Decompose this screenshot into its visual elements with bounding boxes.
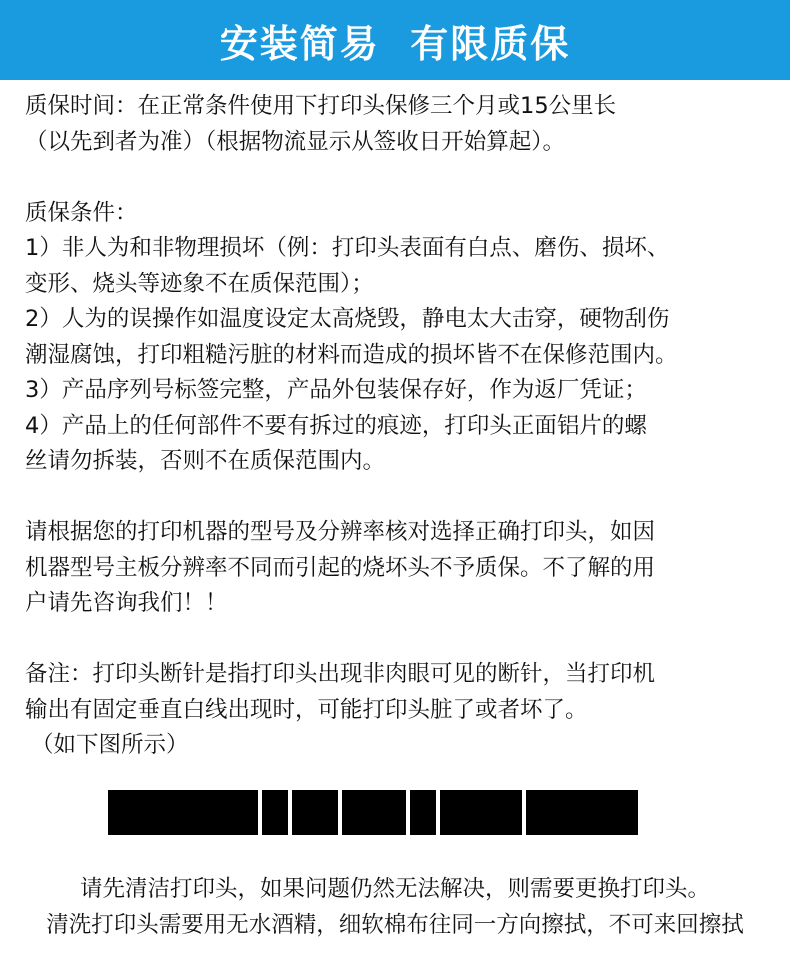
remark-line: 备注：打印头断针是指打印头出现非肉眼可见的断针，当打印机	[25, 661, 656, 687]
condition-line: 2）人为的误操作如温度设定太高烧毁，静电太大击穿，硬物刮伤	[25, 306, 670, 332]
figure-hint: （如下图所示）	[31, 732, 189, 758]
banner-title: 安装简易 有限质保	[219, 21, 571, 66]
cleaning-advice: 请先清洁打印头，如果问题仍然无法解决，则需要更换打印头。	[79, 876, 710, 902]
condition-line: 潮湿腐蚀，打印粗糙污脏的材料而造成的损坏皆不在保修范围内。	[25, 341, 678, 368]
print-block	[410, 790, 436, 835]
warranty-period-section	[25, 89, 785, 160]
model-notice-line: 机器型号主板分辨率不同而引起的烧坏头不予质保。不了解的用	[25, 554, 656, 581]
condition-line: 4）产品上的任何部件不要有拆过的痕迹，打印头正面铝片的螺	[25, 412, 647, 439]
conditions-heading: 质保条件：	[25, 199, 138, 226]
warranty-document	[25, 89, 785, 764]
condition-line: 1）非人为和非物理损坏（例：打印头表面有白点、磨伤、损坏、	[25, 235, 670, 261]
print-block	[342, 790, 406, 835]
print-block	[292, 790, 338, 835]
print-block	[440, 790, 522, 835]
warranty-period-line: 质保时间：在正常条件使用下打印头保修三个月或15公里长	[25, 93, 617, 119]
condition-line: 丝请勿拆装，否则不在质保范围内。	[25, 448, 386, 474]
remark-line: 输出有固定垂直白线出现时，可能打印头脏了或者坏了。	[25, 696, 588, 723]
condition-line: 3）产品序列号标签完整，产品外包装保存好，作为返厂凭证；	[25, 377, 647, 403]
model-notice-line: 请根据您的打印机器的型号及分辨率核对选择正确打印头，如因	[25, 519, 656, 545]
conditions-section	[25, 196, 785, 480]
broken-nozzle-print-sample	[108, 790, 642, 835]
remark-section	[25, 657, 785, 764]
warranty-period-line: （以先到者为准）（根据物流显示从签收日开始算起）。	[25, 128, 566, 155]
model-notice-section	[25, 515, 785, 622]
print-block	[262, 790, 288, 835]
print-block	[526, 790, 638, 835]
print-block	[108, 790, 258, 835]
header-banner	[0, 0, 790, 80]
condition-line: 变形、烧头等迹象不在质保范围）；	[25, 270, 374, 297]
model-notice-line: 户请先咨询我们！！	[25, 590, 228, 616]
cleaning-instructions: 清洗打印头需要用无水酒精，细软棉布往同一方向擦拭，不可来回擦拭	[46, 912, 744, 938]
